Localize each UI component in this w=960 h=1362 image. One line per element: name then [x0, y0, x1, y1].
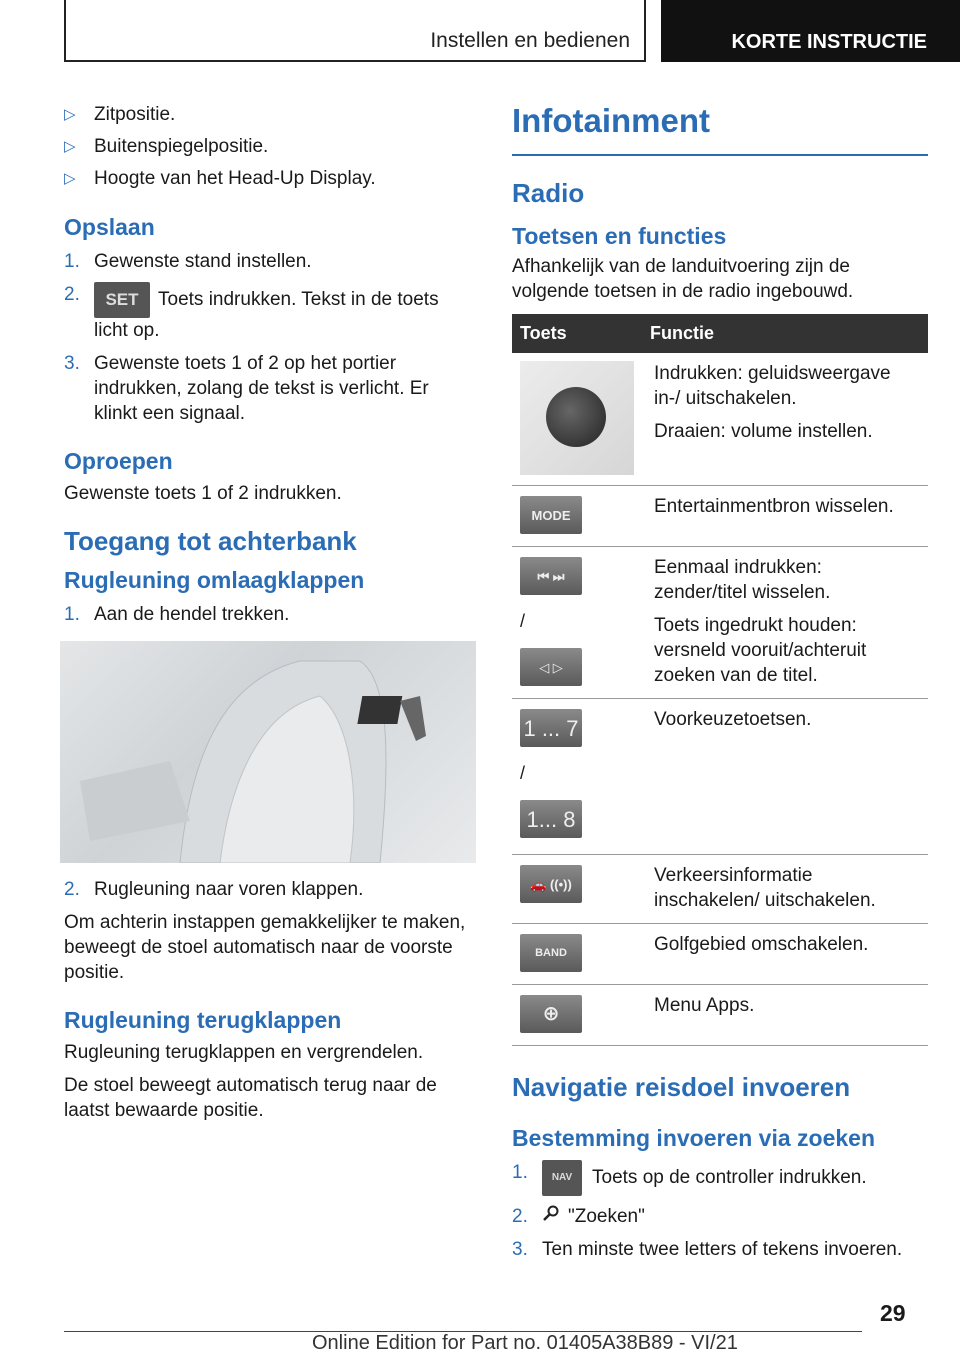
step-item: 1. NAV Toets op de controller indrukken. — [512, 1160, 928, 1196]
oproepen-text: Gewenste toets 1 of 2 indrukken. — [64, 483, 342, 504]
table-row: ⏮ ⏭ / ◁ ▷ Eenmaal indrukken: zender/titel wisselen. Toets ingedrukt houden: versneld vooruit/achteruit zoeken van de titel. — [512, 547, 928, 699]
intro-text: Afhankelijk van de landuitvoering zijn de volgende toetsen in de radio ingebouwd. — [512, 256, 854, 302]
triangle-icon: ▷ — [64, 106, 76, 123]
col-header-toets: Toets — [512, 314, 642, 353]
triangle-icon: ▷ — [64, 170, 76, 187]
heading-toetsen: Toetsen en functies — [512, 223, 727, 249]
step-item: 1. Aan de hendel trekken. — [64, 604, 290, 625]
step-item: 3. Gewenste toets 1 of 2 op het portier indrukken, zolang de tekst is verlicht. Er klinkt een signaal. — [64, 353, 429, 424]
heading-zoeken: Bestemming invoeren via zoeken — [512, 1125, 876, 1151]
step-item: 1. Gewenste stand instellen. — [64, 251, 312, 272]
step-item: 2. Rugleuning naar voren klappen. — [64, 879, 364, 900]
table-row: MODE Entertainmentbron wisselen. — [512, 486, 928, 547]
chapter-title: KORTE INSTRUCTIE — [661, 0, 960, 62]
heading-opslaan: Opslaan — [64, 214, 155, 240]
bullet-item: ▷ Hoogte van het Head-Up Display. — [64, 166, 476, 192]
step-item: 3. Ten minste twee letters of tekens invoeren. — [512, 1239, 903, 1261]
seek-key-icon: ◁ ▷ — [520, 648, 582, 686]
skip-key-icon: ⏮ ⏭ — [520, 557, 582, 595]
search-icon — [542, 1204, 560, 1229]
edition-footer: Online Edition for Part no. 01405A38B89 - VI/21 — [312, 1332, 738, 1354]
heading-navigatie: Navigatie reisdoel invoeren — [512, 1072, 851, 1102]
volume-knob-icon — [520, 361, 634, 475]
col-header-functie: Functie — [642, 314, 928, 353]
bullet-item: ▷ Buitenspiegelpositie. — [64, 134, 476, 160]
keys-table — [512, 314, 928, 1046]
band-key-icon: BAND — [520, 934, 582, 972]
step-item: 2. SET Toets indrukken. Tekst in de toets licht op. — [64, 284, 439, 341]
right-column — [512, 96, 928, 1270]
traffic-info-key-icon: 🚗 ((•)) — [520, 865, 582, 903]
table-row: 1 ... 7 / 1... 8 Voorkeuzetoetsen. — [512, 699, 928, 855]
paragraph: De stoel beweegt automatisch terug naar de laatst bewaarde positie. — [64, 1075, 437, 1121]
heading-infotainment: Infotainment — [512, 102, 928, 156]
preset-8-key-icon: 1... 8 — [520, 800, 582, 838]
heading-omlaag: Rugleuning omlaagklappen — [64, 567, 365, 593]
step-item: 2. "Zoeken" — [512, 1204, 928, 1229]
seat-photo — [60, 641, 476, 863]
heading-oproepen: Oproepen — [64, 448, 173, 474]
left-column — [64, 96, 476, 1131]
apps-key-icon: ⊕ — [520, 995, 582, 1033]
nav-key-icon: NAV — [542, 1160, 582, 1196]
table-row: BAND Golfgebied omschakelen. — [512, 924, 928, 985]
seat-illustration-icon — [60, 641, 476, 863]
heading-terug: Rugleuning terugklappen — [64, 1007, 342, 1033]
page-number: 29 — [880, 1300, 906, 1326]
mode-key-icon: MODE — [520, 496, 582, 534]
heading-radio: Radio — [512, 178, 585, 208]
set-key-icon: SET — [94, 282, 150, 318]
table-row: 🚗 ((•)) Verkeersinformatie inschakelen/ uitschakelen. — [512, 855, 928, 924]
paragraph: Rugleuning terugklappen en vergrendelen. — [64, 1042, 424, 1063]
heading-toegang: Toegang tot achterbank — [64, 526, 357, 556]
triangle-icon: ▷ — [64, 138, 76, 155]
table-row: ⊕ Menu Apps. — [512, 985, 928, 1046]
page-header — [64, 0, 960, 64]
paragraph: Om achterin instappen gemakkelijker te maken, beweegt de stoel automatisch naar de voorste positie. — [64, 912, 466, 983]
section-title: Instellen en bedienen — [64, 0, 646, 62]
bullet-item: ▷ Zitpositie. — [64, 102, 476, 128]
preset-7-key-icon: 1 ... 7 — [520, 709, 582, 747]
table-row: Indrukken: geluidsweergave in-/ uitschakelen. Draaien: volume instellen. — [512, 353, 928, 486]
